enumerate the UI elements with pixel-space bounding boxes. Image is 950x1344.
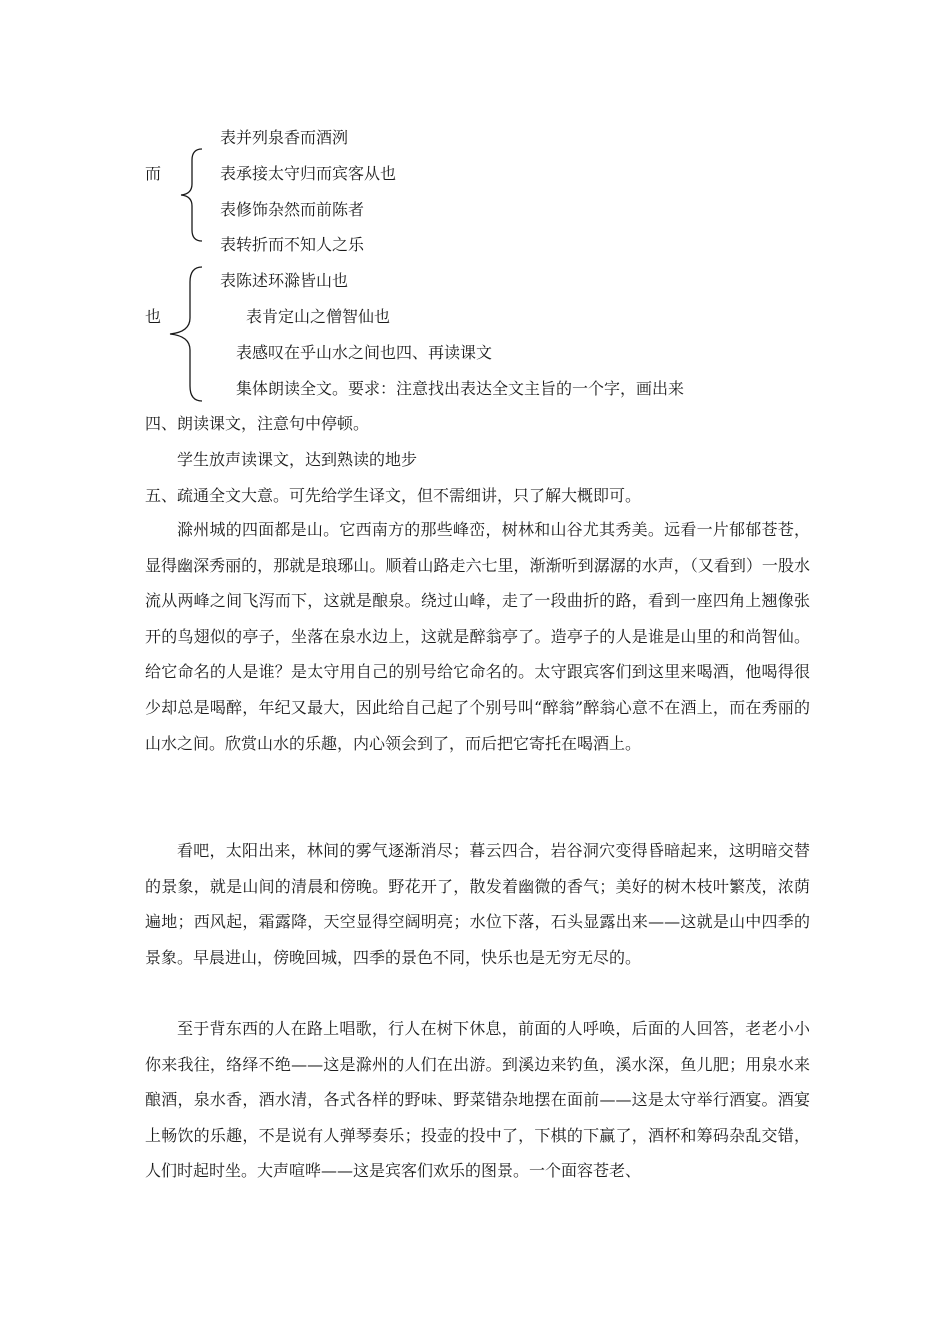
er-usage-item: 表修饰杂然而前陈者 (220, 200, 365, 219)
ye-usage-item: 表陈述环滁皆山也 (220, 271, 349, 290)
ye-usage-item: 表感叹在乎山水之间也四、再读课文 (236, 343, 493, 362)
ye-brace-icon (166, 266, 206, 402)
translation-paragraph: 看吧，太阳出来，林间的雾气逐渐消尽；暮云四合，岩谷洞穴变得昏暗起来，这明暗交替的景象，就是山间的清晨和傍晚。野花开了，散发着幽微的香气；美好的树木枝叶繁茂，浓荫遍地；西风起，霜露降，天空显得空阔明亮；水位下落，石头显露出来——这就是山中四季的景象。早晨进山，傍晚回城，四季的景色不同，快乐也是无穷无尽的。 (145, 841, 810, 967)
section-four-subtext: 学生放声读课文，达到熟读的地步 (177, 450, 418, 469)
er-usage-item: 表转折而不知人之乐 (220, 235, 365, 254)
ye-usage-item: 集体朗读全文。要求：注意找出表达全文主旨的一个字，画出来 (236, 379, 685, 398)
er-usage-item: 表承接太守归而宾客从也 (220, 164, 397, 183)
translation-paragraph: 滁州城的四面都是山。它西南方的那些峰峦，树林和山谷尤其秀美。远看一片郁郁苍苍，显得幽深秀丽的，那就是琅琊山。顺着山路走六七里，渐渐听到潺潺的水声，（又看到）一股水流从两峰之间飞泻而下，这就是酿泉。绕过山峰，走了一段曲折的路，看到一座四角上翘像张开的鸟翅似的亭子，坐落在泉水边上，这就是醉翁亭了。造亭子的人是谁是山里的和尚智仙。给它命名的人是谁？是太守用自己的别号给它命名的。太守跟宾客们到这里来喝酒，他喝得很少却总是喝醉，年纪又最大，因此给自己起了个别号叫“醉翁”醉翁心意不在酒上，而在秀丽的山水之间。欣赏山水的乐趣，内心领会到了，而后把它寄托在喝酒上。 (145, 520, 810, 753)
er-usage-item: 表并列泉香而酒洌 (220, 128, 349, 147)
section-five-heading: 五、疏通全文大意。可先给学生译文，但不需细讲，只了解大概即可。 (145, 486, 642, 505)
ye-usage-item: 表肯定山之僧智仙也 (246, 307, 391, 326)
ye-character: 也 (145, 307, 162, 326)
translation-paragraph: 至于背东西的人在路上唱歌，行人在树下休息，前面的人呼唤，后面的人回答，老老小小你来我往，络绎不绝——这是滁州的人们在出游。到溪边来钓鱼，溪水深，鱼儿肥；用泉水来酿酒，泉水香，酒水清，各式各样的野味、野菜错杂地摆在面前——这是太守举行酒宴。酒宴上畅饮的乐趣，不是说有人弹琴奏乐；投壶的投中了，下棋的下赢了，酒杯和筹码杂乱交错，人们时起时坐。大声喧哗——这是宾客们欢乐的图景。一个面容苍老、 (145, 1019, 810, 1181)
section-four-heading: 四、朗读课文，注意句中停顿。 (145, 414, 370, 433)
er-character: 而 (145, 164, 162, 183)
er-brace-icon (176, 148, 206, 242)
